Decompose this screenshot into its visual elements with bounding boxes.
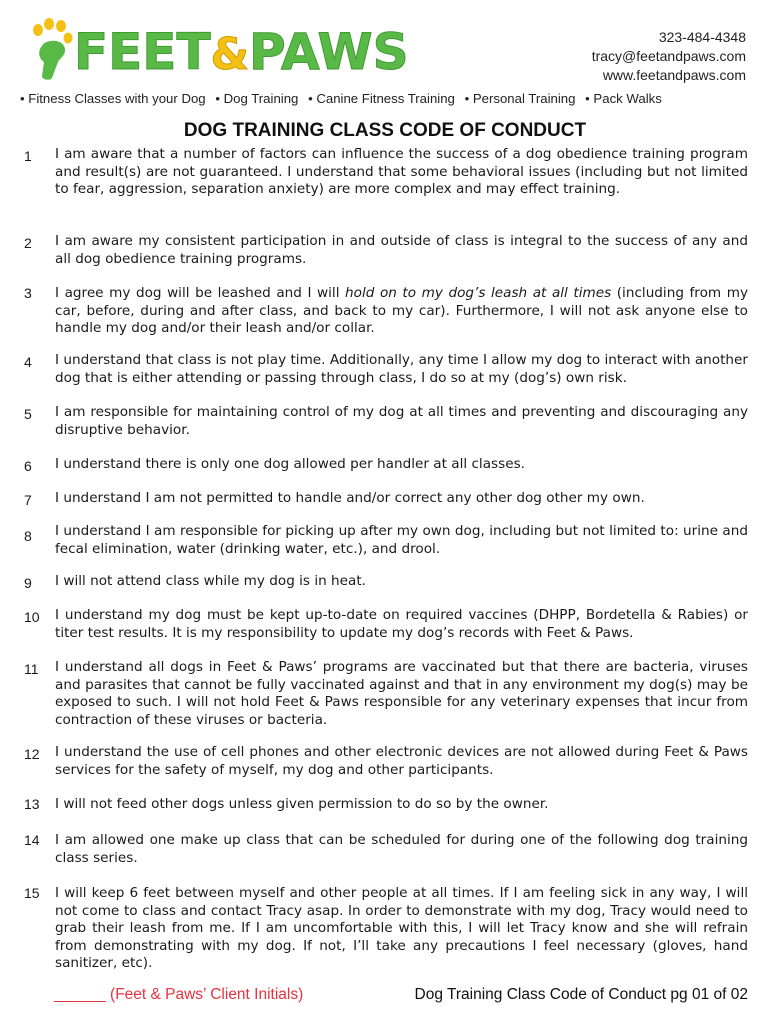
item-number: 7 (24, 492, 32, 508)
item-number: 15 (24, 885, 40, 901)
contact-block (592, 28, 746, 85)
item-number: 3 (24, 285, 32, 301)
item-number: 14 (24, 832, 40, 848)
item-number: 2 (24, 235, 32, 251)
item-text: I understand there is only one dog allowed per handler at all classes. (55, 456, 525, 472)
service-item: • Fitness Classes with your Dog (20, 91, 206, 106)
feet-and-paws-logo (30, 18, 409, 82)
item-number: 11 (24, 661, 39, 677)
item-text: I will not attend class while my dog is in heat. (55, 573, 366, 589)
item-text: I understand I am not permitted to handle and/or correct any other dog other my own. (55, 490, 645, 506)
page-number-label: Dog Training Class Code of Conduct pg 01 of 02 (414, 986, 748, 1003)
item-text: I agree my dog will be leashed and I will hold on to my dog’s leash at all times (including from my car, before, during and after class, and back to my car). Furthermore, I will not ask anyone else to handle my dog and/or their leash and/or collar. (55, 285, 748, 336)
item-text: I am aware my consistent participation in and outside of class is integral to the success of any and all dog obedience training programs. (55, 233, 748, 267)
item-number: 13 (24, 796, 40, 812)
paw-print-icon (30, 18, 74, 80)
item-text: I understand the use of cell phones and other electronic devices are not allowed during Feet & Paws services for the safety of myself, my dog and other participants. (55, 744, 748, 778)
item-text: I understand all dogs in Feet & Paws’ programs are vaccinated but that there are bacteria, viruses and parasites that cannot be fully vaccinated against and that in any environment my dog(s) may be exposed to such. I will not hold Feet & Paws responsible for any veterinary expenses that incur from contraction of these viruses or bacteria. (55, 659, 748, 728)
item-number: 9 (24, 575, 32, 591)
service-item: • Canine Fitness Training (308, 91, 455, 106)
item-text: I am aware that a number of factors can influence the success of a dog obedience training program and result(s) are not guaranteed. I understand that some behavioral issues (including but not limited to fear, aggression, separation anxiety) are more complex and may effect training. (55, 146, 748, 197)
item-text: I understand my dog must be kept up-to-date on required vaccines (DHPP, Bordetella & Rabies) or titer test results. It is my responsibility to update my dog’s records with Feet & Paws. (55, 607, 748, 641)
item-number: 12 (24, 746, 40, 762)
item-number: 10 (24, 609, 40, 625)
service-item: • Personal Training (464, 91, 576, 106)
contact-phone: 323-484-4348 (658, 29, 746, 45)
item-number: 6 (24, 458, 32, 474)
item-number: 5 (24, 406, 32, 422)
item-number: 1 (24, 148, 32, 164)
service-item: • Dog Training (215, 91, 299, 106)
contact-website: www.feetandpaws.com (602, 67, 746, 83)
page-title: DOG TRAINING CLASS CODE OF CONDUCT (183, 120, 587, 141)
item-number: 4 (24, 354, 32, 370)
client-initials-field[interactable]: ______ (Feet & Paws’ Client Initials) (54, 986, 304, 1003)
item-text: I will keep 6 feet between myself and other people at all times. If I am feeling sick in any way, I will not come to class and contact Tracy asap. In order to demonstrate with my dog, Tracy would need to grab their leash from me. If I am uncomfortable with this, I will let Tracy know and she will refrain from demonstrating with my dog. If not, I’ll take any precautions I feel necessary (gloves, hand sanitizer, etc). (55, 885, 748, 971)
item-text: I will not feed other dogs unless given permission to do so by the owner. (55, 796, 549, 812)
item-text: I am responsible for maintaining control of my dog at all times and preventing and discouraging any disruptive behavior. (55, 404, 748, 438)
item-text: I understand I am responsible for picking up after my own dog, including but not limited to: urine and fecal elimination, water (drinking water, etc.), and drool. (55, 523, 748, 557)
item-number: 8 (24, 528, 32, 544)
services-list (20, 91, 760, 106)
brand-wordmark: FEET&PAWS (74, 23, 409, 81)
contact-email: tracy@feetandpaws.com (591, 48, 746, 64)
service-item: • Pack Walks (585, 91, 662, 106)
item-text: I understand that class is not play time. Additionally, any time I allow my dog to interact with another dog that is either attending or passing through class, I do so at my (dog’s) own risk. (55, 352, 748, 386)
item-text: I am allowed one make up class that can be scheduled for during one of the following dog training class series. (55, 832, 748, 866)
